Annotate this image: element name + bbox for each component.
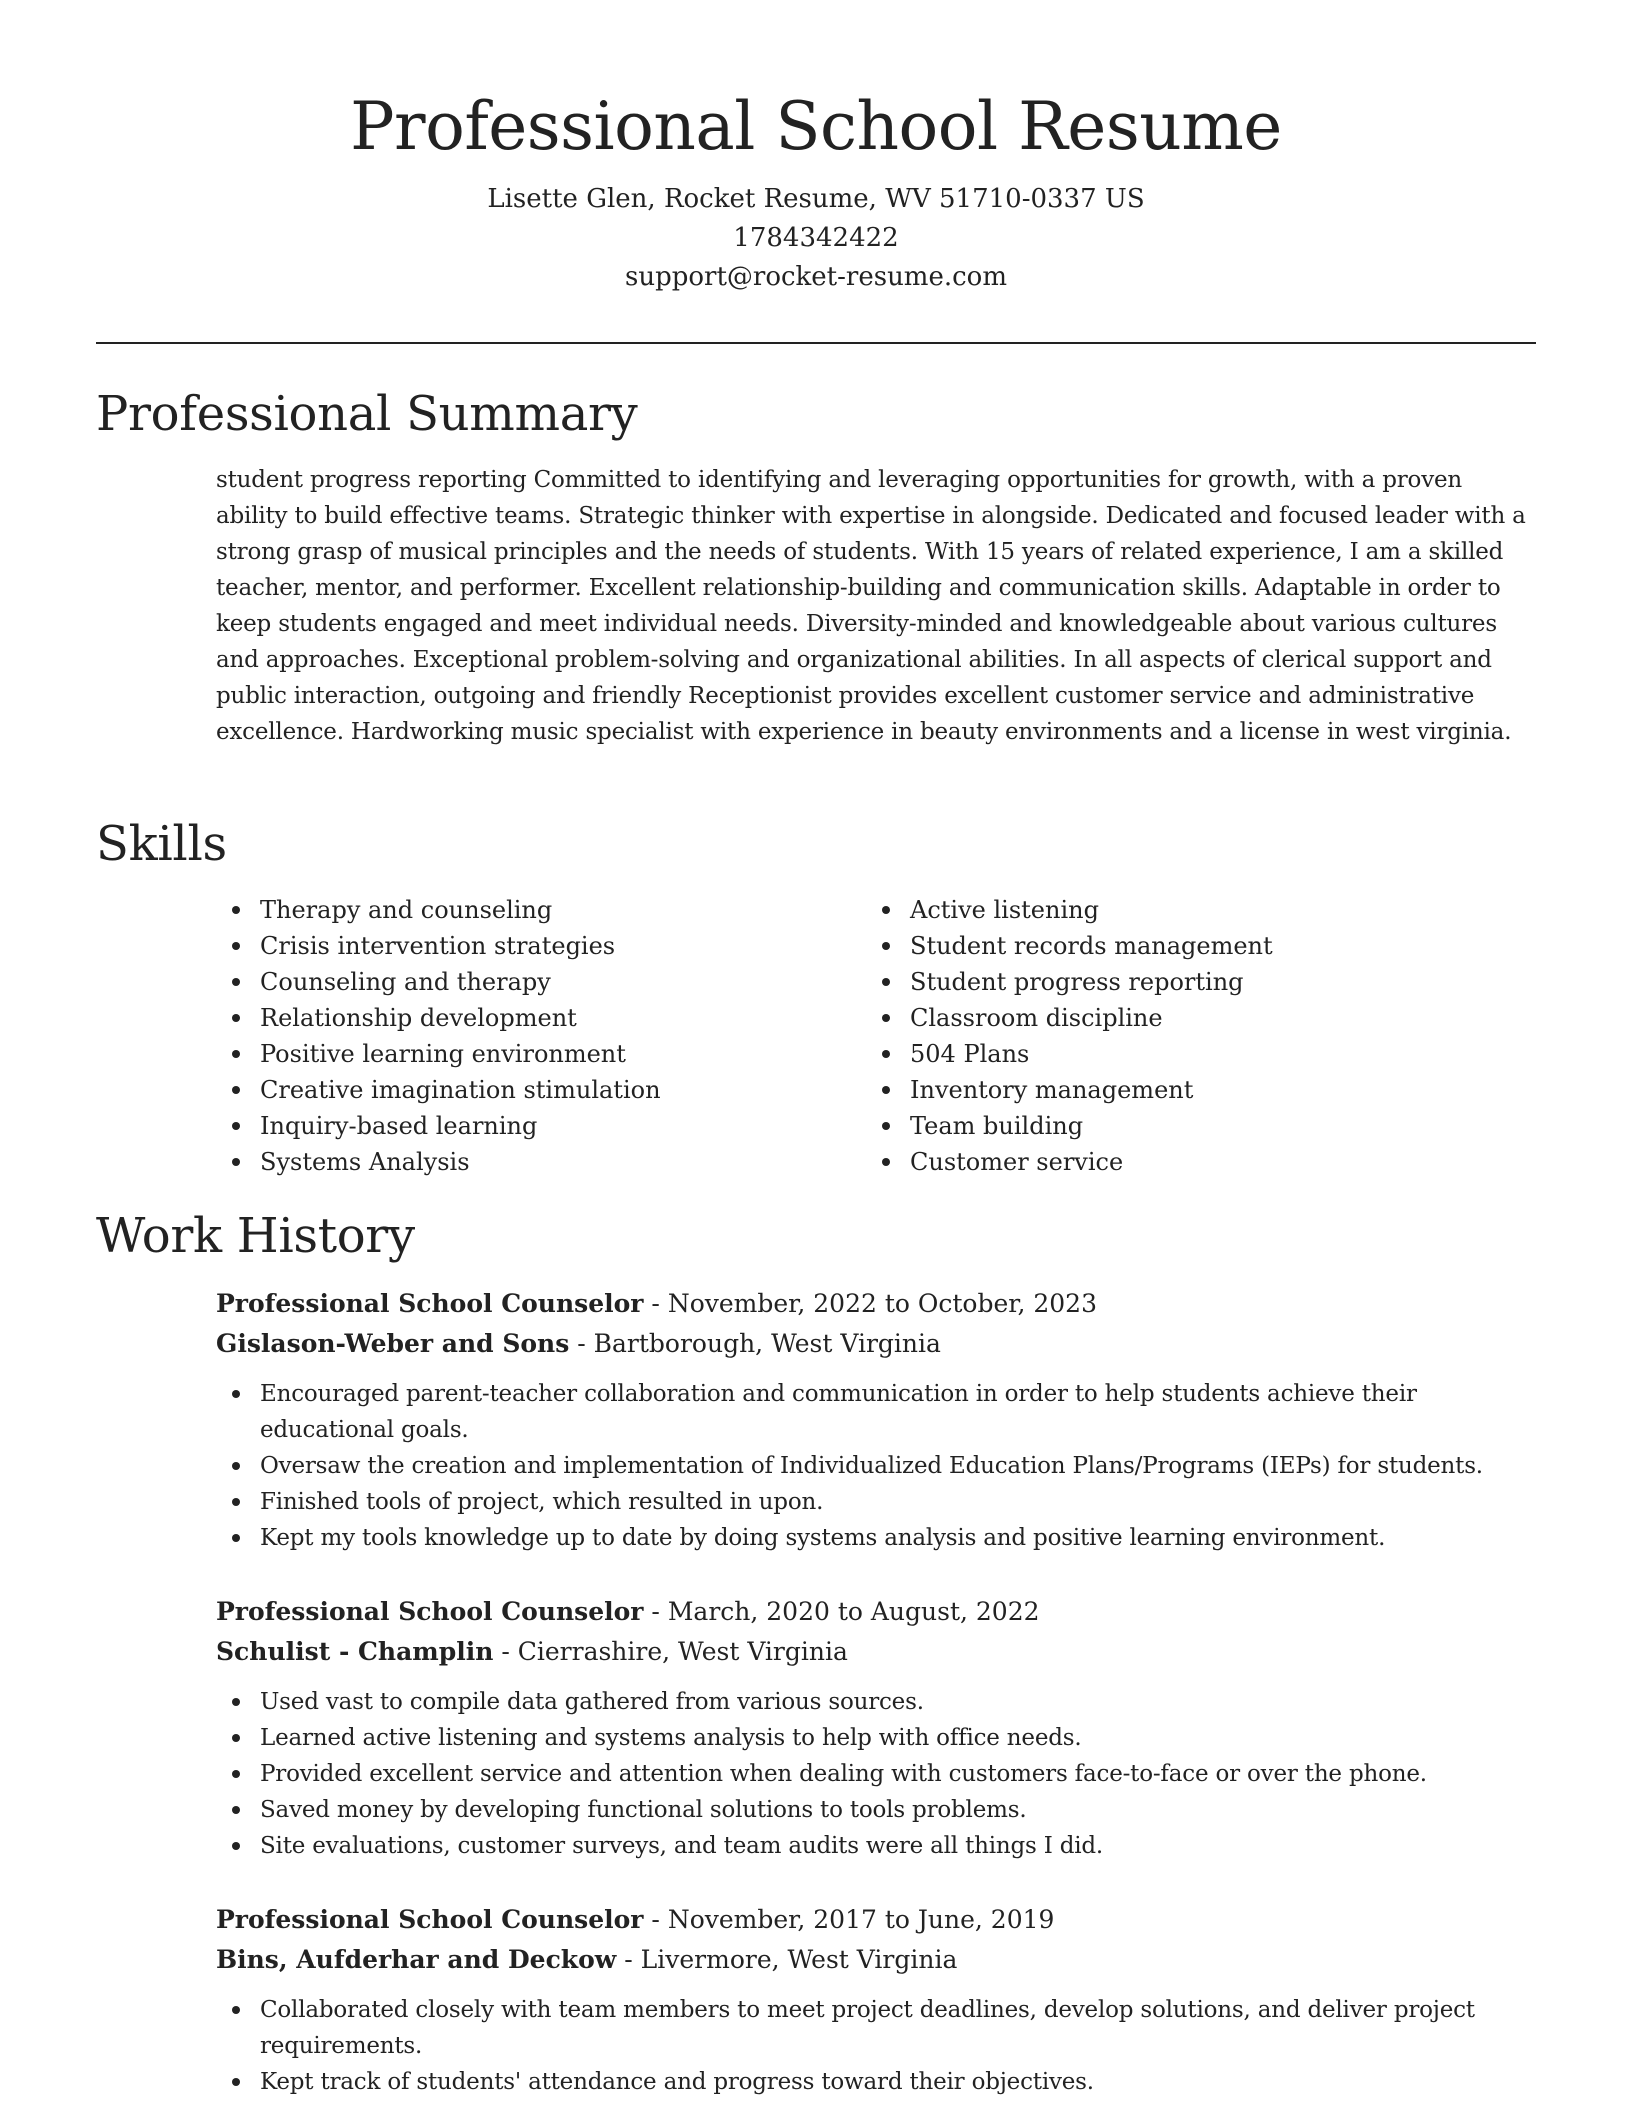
skill-item: Counseling and therapy bbox=[260, 964, 661, 1000]
summary-heading: Professional Summary bbox=[96, 386, 638, 442]
skills-heading: Skills bbox=[96, 816, 227, 872]
job-company: Bins, Aufderhar and Deckow bbox=[216, 1945, 617, 1974]
job-entry bbox=[216, 1900, 1534, 2100]
skill-item: Customer service bbox=[910, 1144, 1273, 1180]
job-location: Bartborough, West Virginia bbox=[593, 1329, 941, 1358]
job-role: Professional School Counselor bbox=[216, 1289, 644, 1318]
job-company-line bbox=[216, 1324, 1534, 1364]
header-divider bbox=[96, 342, 1536, 344]
skill-item: Therapy and counseling bbox=[260, 892, 661, 928]
job-role: Professional School Counselor bbox=[216, 1597, 644, 1626]
skill-item: Inventory management bbox=[910, 1072, 1273, 1108]
job-company-line bbox=[216, 1940, 1534, 1980]
resume-header bbox=[96, 82, 1536, 297]
contact-info bbox=[96, 180, 1536, 297]
skill-item: Inquiry-based learning bbox=[260, 1108, 661, 1144]
skill-item: Creative imagination stimulation bbox=[260, 1072, 661, 1108]
job-company-line bbox=[216, 1632, 1534, 1672]
skill-item: Relationship development bbox=[260, 1000, 661, 1036]
separator: - bbox=[643, 1905, 668, 1934]
job-dates: November, 2017 to June, 2019 bbox=[667, 1905, 1055, 1934]
contact-address: Lisette Glen, Rocket Resume, WV 51710-0337 US bbox=[487, 184, 1145, 214]
duty-item: Kept my tools knowledge up to date by doing systems analysis and positive learning environment. bbox=[260, 1520, 1534, 1556]
separator: - bbox=[643, 1289, 668, 1318]
job-company: Gislason-Weber and Sons bbox=[216, 1329, 570, 1358]
job-dates: November, 2022 to October, 2023 bbox=[667, 1289, 1097, 1318]
job-entry bbox=[216, 1592, 1534, 1864]
summary-text: student progress reporting Committed to identifying and leveraging opportunities for growth, with a proven ability to build effective teams. Strategic thinker with expertise in alongside. Dedicated and focused leader with a strong grasp of musical principles and the needs of students. With 15 years of related experience, I am a skilled teacher, mentor, and performer. Excellent relationship-building and communication skills. Adaptable in order to keep students engaged and meet individual needs. Diversity-minded and knowledgeable about various cultures and approaches. Exceptional problem-solving and organizational abilities. In all aspects of clerical support and public interaction, outgoing and friendly Receptionist provides excellent customer service and administrative excellence. Hardworking music specialist with experience in beauty environments and a license in west virginia. bbox=[216, 467, 1526, 745]
skill-item: Team building bbox=[910, 1108, 1273, 1144]
duty-item: Site evaluations, customer surveys, and team audits were all things I did. bbox=[260, 1828, 1534, 1864]
job-role: Professional School Counselor bbox=[216, 1905, 644, 1934]
job-duties bbox=[216, 1684, 1534, 1864]
job-company: Schulist - Champlin bbox=[216, 1637, 494, 1666]
job-duties bbox=[216, 1992, 1534, 2100]
work-history-heading: Work History bbox=[96, 1208, 415, 1264]
job-dates: March, 2020 to August, 2022 bbox=[667, 1597, 1040, 1626]
skill-item: Positive learning environment bbox=[260, 1036, 661, 1072]
skill-item: Student progress reporting bbox=[910, 964, 1273, 1000]
job-duties bbox=[216, 1376, 1534, 1556]
job-location: Livermore, West Virginia bbox=[640, 1945, 958, 1974]
duty-item: Collaborated closely with team members to meet project deadlines, develop solutions, and deliver project requirements. bbox=[260, 1992, 1534, 2064]
job-title-line bbox=[216, 1592, 1534, 1632]
separator: - bbox=[493, 1637, 518, 1666]
skill-item: Student records management bbox=[910, 928, 1273, 964]
duty-item: Encouraged parent-teacher collaboration and communication in order to help students achieve their educational goals. bbox=[260, 1376, 1534, 1448]
page-title: Professional School Resume bbox=[350, 88, 1282, 165]
job-title-line bbox=[216, 1900, 1534, 1940]
duty-item: Used vast to compile data gathered from various sources. bbox=[260, 1684, 1534, 1720]
separator: - bbox=[616, 1945, 641, 1974]
skills-list-right bbox=[866, 892, 1273, 1180]
separator: - bbox=[569, 1329, 594, 1358]
duty-item: Finished tools of project, which resulted in upon. bbox=[260, 1484, 1534, 1520]
skill-item: Classroom discipline bbox=[910, 1000, 1273, 1036]
duty-item: Learned active listening and systems analysis to help with office needs. bbox=[260, 1720, 1534, 1756]
skill-item: 504 Plans bbox=[910, 1036, 1273, 1072]
skill-item: Crisis intervention strategies bbox=[260, 928, 661, 964]
duty-item: Oversaw the creation and implementation of Individualized Education Plans/Programs (IEPs) for students. bbox=[260, 1448, 1534, 1484]
skill-item: Systems Analysis bbox=[260, 1144, 661, 1180]
skill-item: Active listening bbox=[910, 892, 1273, 928]
job-entry bbox=[216, 1284, 1534, 1556]
contact-email: support@rocket-resume.com bbox=[624, 262, 1007, 292]
duty-item: Kept track of students' attendance and progress toward their objectives. bbox=[260, 2064, 1534, 2100]
contact-phone: 1784342422 bbox=[733, 223, 899, 253]
duty-item: Provided excellent service and attention when dealing with customers face-to-face or over the phone. bbox=[260, 1756, 1534, 1792]
skills-list-left bbox=[216, 892, 661, 1180]
duty-item: Saved money by developing functional solutions to tools problems. bbox=[260, 1792, 1534, 1828]
separator: - bbox=[643, 1597, 668, 1626]
job-title-line bbox=[216, 1284, 1534, 1324]
job-location: Cierrashire, West Virginia bbox=[517, 1637, 848, 1666]
